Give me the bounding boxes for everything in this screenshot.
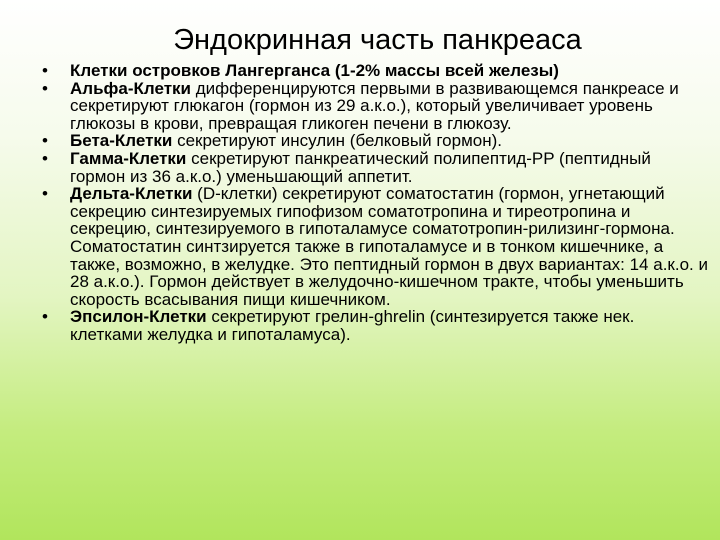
bullet-delta-cells [70, 185, 710, 308]
bullet-heading: Клетки островков Лангерганса (1-2% массы всей железы) [70, 61, 559, 80]
bullet-text: дифференцируются первыми в развивающемся панкреасе и секретируют глюкагон (гормон из 29 а.к.о.), который увеличивает уровень глюкозы в крови, превращая гликоген печени в глюкозу. [70, 78, 679, 133]
bullet-beta-cells [70, 132, 710, 150]
bullet-text: секретируют грелин-ghrelin (синтезируется также нек. клетками желудка и гипоталамуса). [70, 307, 635, 344]
bullet-heading: Альфа-Клетки [70, 78, 191, 98]
bullet-text: секретируют панкреатический полипептид-PP (пептидный гормон из 36 а.к.о.) уменьшающий аппетит. [70, 148, 651, 186]
bullet-gamma-cells [70, 150, 710, 185]
slide-title: Эндокринная часть панкреаса [173, 24, 582, 56]
bullet-heading: Бета-Клетки [70, 131, 173, 151]
bullet-heading: Дельта-Клетки [70, 184, 193, 204]
bullet-heading: Эпсилон-Клетки [70, 307, 207, 327]
bullet-alpha-cells [70, 80, 710, 133]
bullet-text: секретируют инсулин (белковый гормон). [172, 131, 503, 151]
bullet-list [70, 62, 710, 344]
bullet-epsilon-cells [70, 308, 710, 343]
bullet-text: (D-клетки) секретируют соматостатин (гормон, угнетающий секрецию синтезируемых гипофизом соматотропина и тиреотропина и секрецию, синтезируемого в гипоталамусе соматотропин-рилизинг-гормона. Соматостатин синтзируется также в гипоталамусе и в тонком кишечнике, а также, возможно, в желудке. Это пептидный гормон в двух вариантах: 14 а.к.о. и 28 а.к.о.). Гормон действует в желудочно-кишечном тракте, чтобы уменьшить скорость всасывания пищи кишечником. [70, 184, 708, 309]
bullet-heading: Гамма-Клетки [70, 148, 187, 168]
bullet-islets [70, 62, 710, 80]
